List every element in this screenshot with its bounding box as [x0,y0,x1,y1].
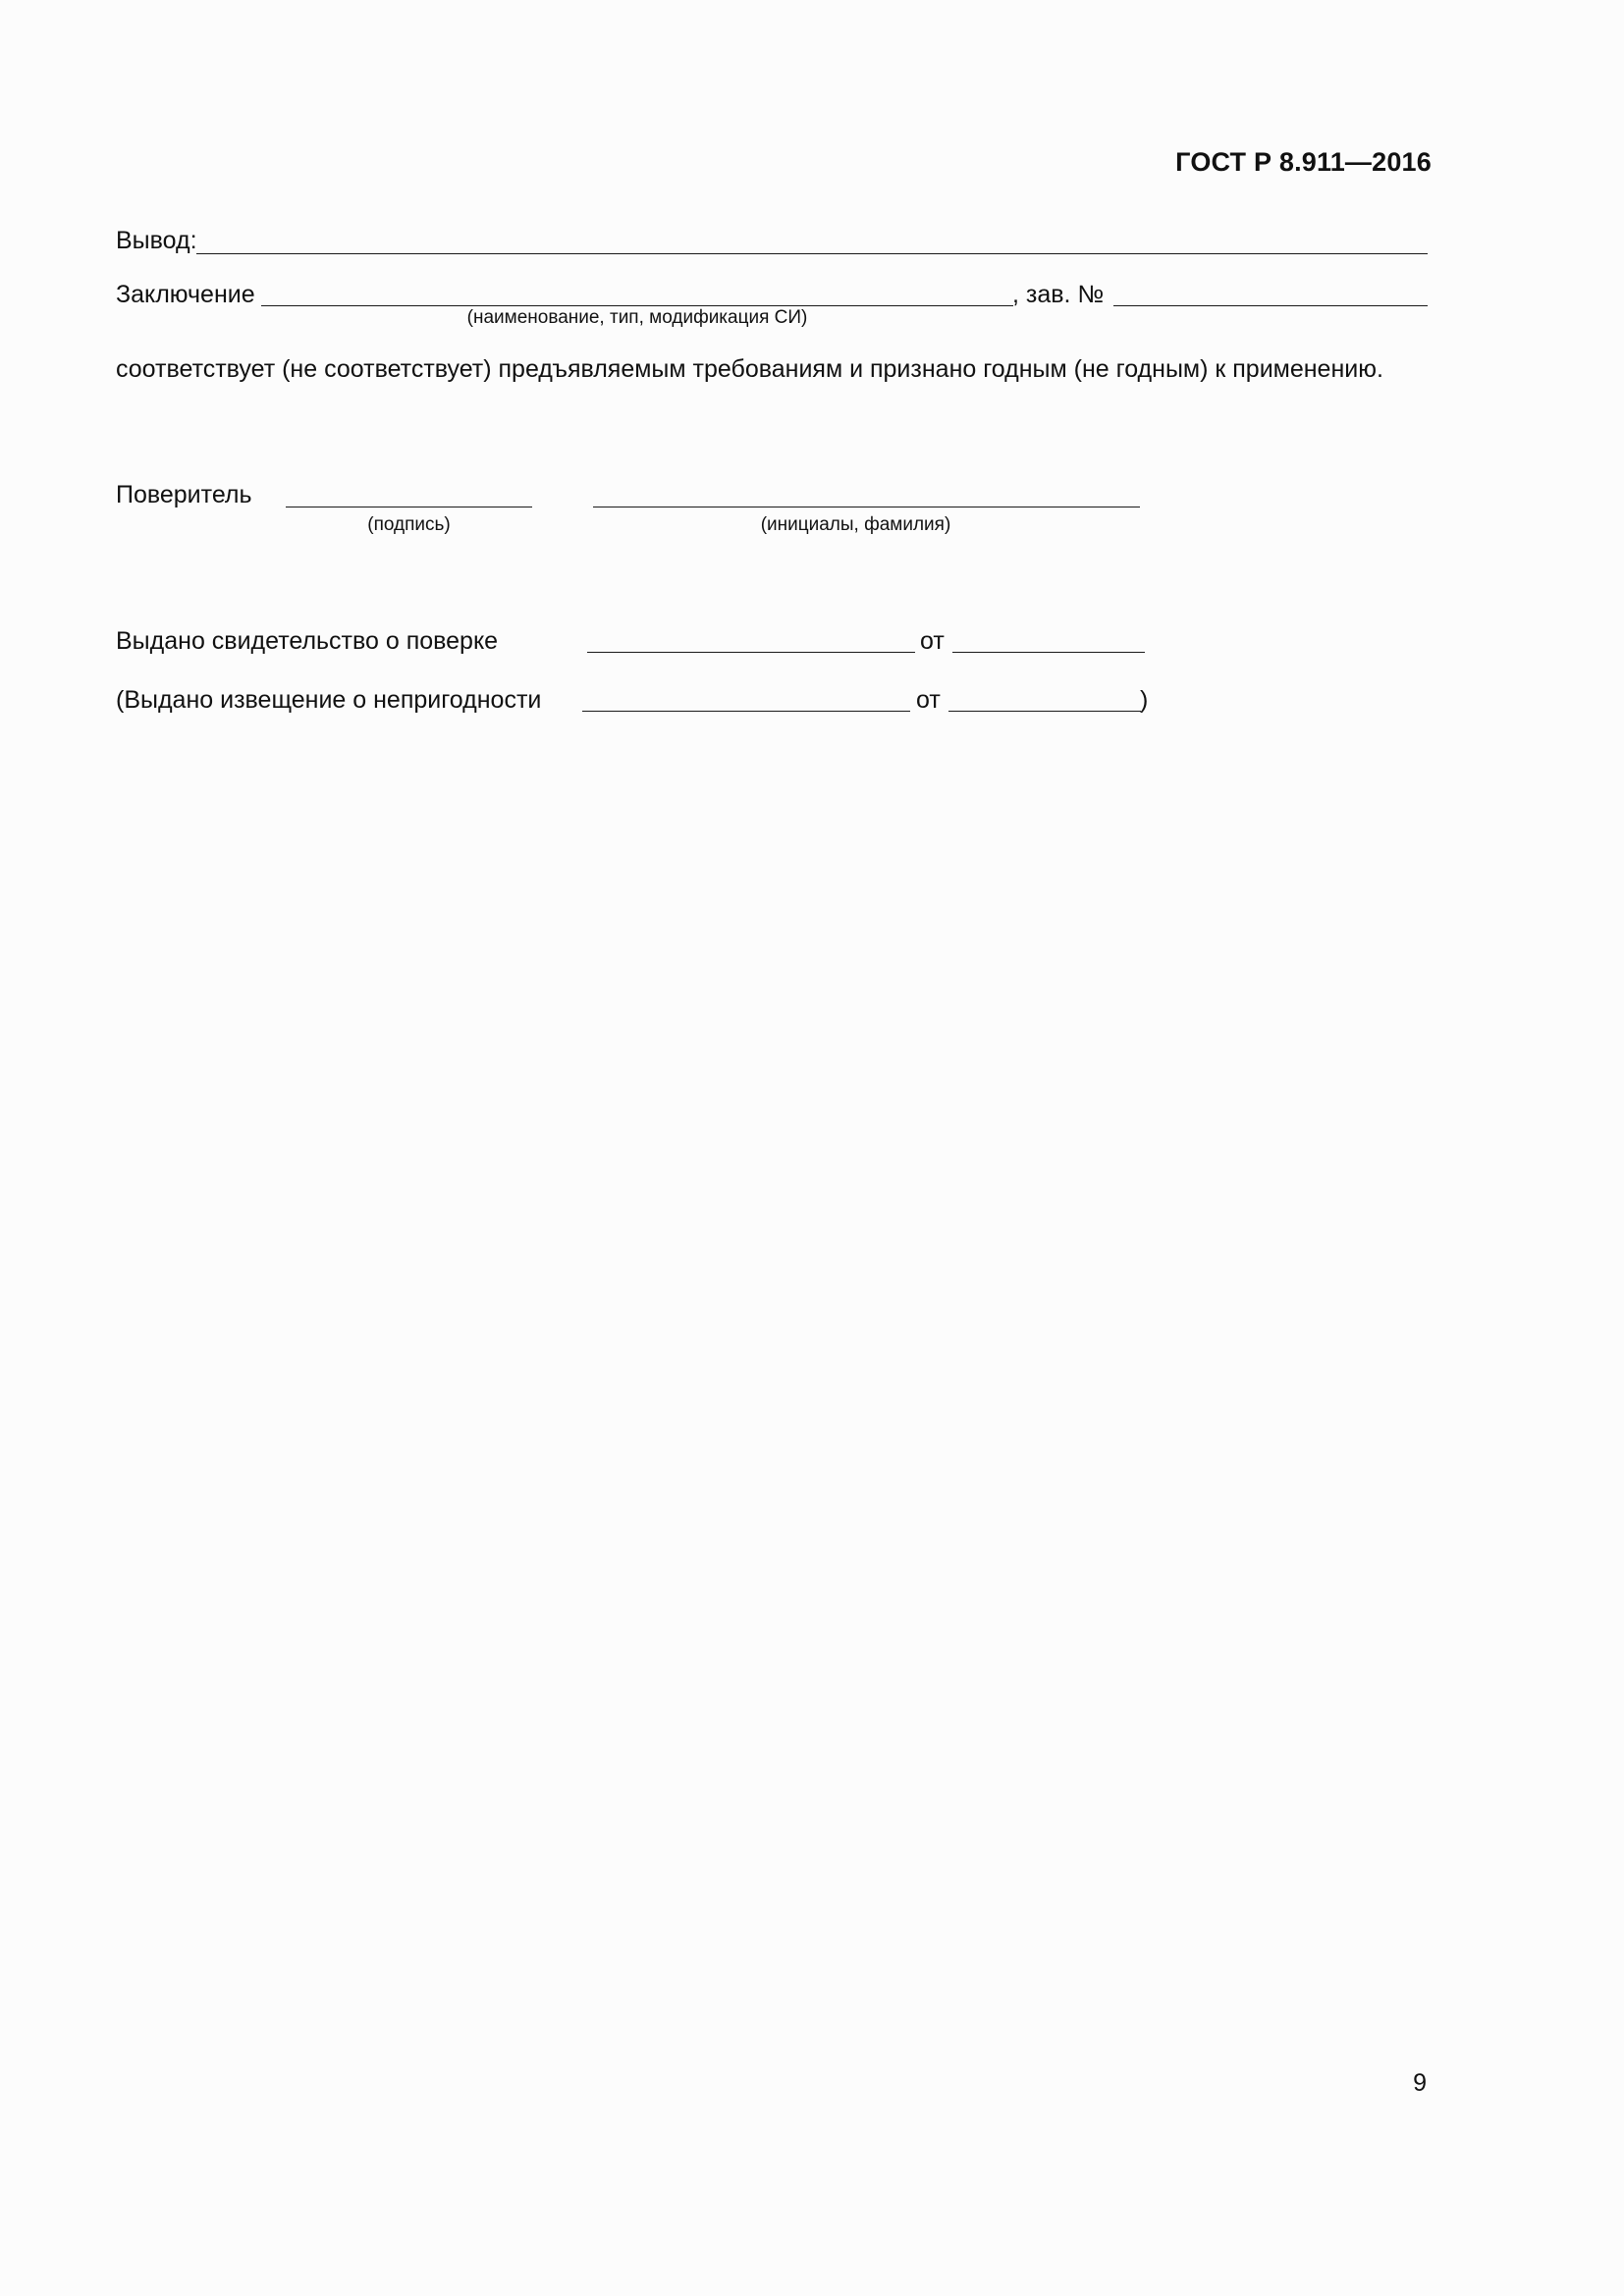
instrument-name-field[interactable] [261,305,1013,306]
unfitness-notice-label: (Выдано извещение о непригодности [116,686,542,714]
certificate-label: Выдано свидетельство о поверке [116,627,499,655]
unfitness-notice-number-field[interactable] [582,711,910,712]
unfitness-notice-date-field[interactable] [948,711,1141,712]
certificate-number-field[interactable] [587,652,915,653]
conclusion-short-field[interactable] [196,253,1428,254]
conclusion-label: Заключение [116,281,255,308]
serial-number-field[interactable] [1113,305,1428,306]
conclusion-short-label: Вывод: [116,227,197,254]
signature-caption: (подпись) [367,514,451,535]
compliance-statement: соответствует (не соответствует) предъявляемым требованиям и признано годным (не годным) к применению. [116,355,1383,383]
verifier-label: Поверитель [116,481,252,508]
certificate-from-label: от [920,627,945,655]
verifier-name-caption: (инициалы, фамилия) [760,514,951,535]
closing-parenthesis: ) [1140,686,1149,714]
certificate-date-field[interactable] [952,652,1145,653]
unfitness-notice-from-label: от [916,686,941,714]
page-number: 9 [1413,2069,1427,2097]
document-code: ГОСТ Р 8.911—2016 [1175,147,1432,177]
serial-number-label: , зав. № [1012,281,1105,308]
instrument-caption: (наименование, тип, модификация СИ) [466,307,808,328]
